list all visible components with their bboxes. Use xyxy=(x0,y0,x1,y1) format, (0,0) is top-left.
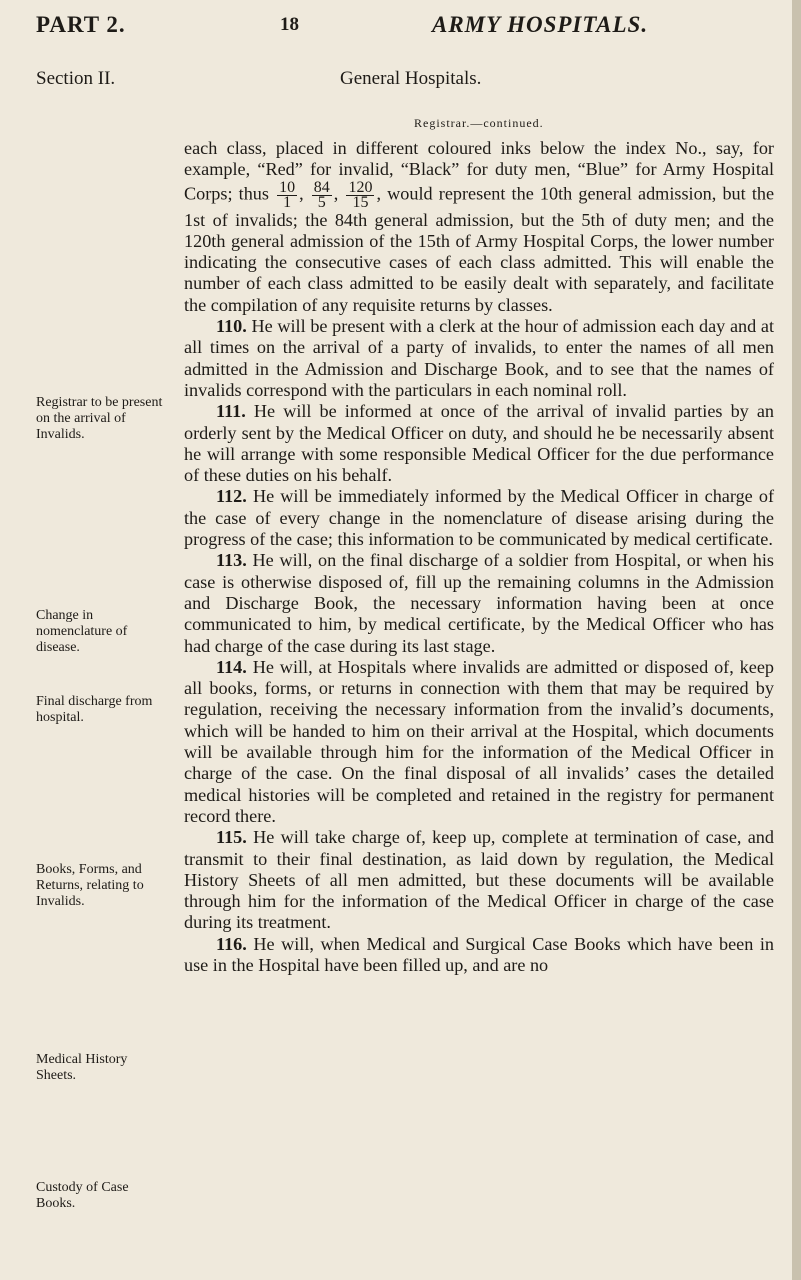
fraction-denominator: 1 xyxy=(283,193,292,211)
section-title: General Hospitals. xyxy=(340,68,482,89)
paragraph-116 xyxy=(184,934,774,977)
paragraph-number: 116. xyxy=(216,933,247,954)
fraction xyxy=(277,178,297,211)
paragraph-number: 115. xyxy=(216,827,247,848)
margin-note: Books, Forms, and Returns, relating to Invalids. xyxy=(36,862,144,909)
section-line xyxy=(0,68,801,98)
fraction-denominator: 5 xyxy=(317,193,326,211)
paragraph-number: 113. xyxy=(216,550,247,571)
paragraph-114 xyxy=(184,657,774,827)
running-header xyxy=(0,6,801,42)
paragraph-text: He will be immediately informed by the Medical Officer in charge of the case of every change in the nomenclature of disease arising during the progress of the case; this information to be communicated by medical certificate. xyxy=(184,486,775,550)
part-label: PART 2. xyxy=(36,12,126,37)
fraction-numerator: 120 xyxy=(348,178,373,196)
paragraph-number: 114. xyxy=(216,656,247,677)
paragraph-number: 110. xyxy=(216,316,247,337)
margin-note: Final discharge from hospital. xyxy=(36,694,153,725)
intro-paragraph: each class, placed in different coloured inks below the index No., say, for example, “Red” for invalid, “Black” for duty men, “Blue” for Army Hospital Corps; thus $\frac{10}{1}$ , $\frac{84}{5}$ , $\frac{120}{15}$ , would represent the 10th general admission, but the 1st of invalids; the 84th general admission, but the 5th of duty men; and the 120th general admission of the 15th of Army Hospital Corps, the lower number indicating the consecutive cases of each class admitted. This will enable the number of each class admitted to be easily dealt with separately, and facilitate the compilation of any requisite returns by classes. xyxy=(184,138,775,315)
paragraph-111 xyxy=(184,401,774,486)
paragraph-text: He will, on the final discharge of a soldier from Hospital, or when his case is otherwise disposed of, fill up the remaining columns in the Admission and Discharge Book, the necessary information having been at once communicated to him, by medical certificate, by the Medical Officer who has had charge of the case during its last stage. xyxy=(184,550,774,656)
paragraph-text: He will be informed at once of the arrival of invalid parties by an orderly sent by the Medical Officer on duty, and should he be necessarily absent he will arrange with some responsible Medical Officer for the due performance of these duties on his behalf. xyxy=(184,401,774,486)
fraction xyxy=(312,178,332,211)
fraction xyxy=(346,178,374,211)
paragraph-text: He will, when Medical and Surgical Case Books which have been in use in the Hospital have been filled up, and are no xyxy=(184,933,774,975)
margin-note: Custody of Case Books. xyxy=(36,1180,129,1211)
paragraph-115 xyxy=(184,827,774,933)
book-title: ARMY HOSPITALS. xyxy=(432,12,649,37)
page-edge-shadow xyxy=(792,0,801,1280)
paragraph-number: 112. xyxy=(216,486,247,507)
paragraph-113 xyxy=(184,550,774,656)
margin-note: Change in nomenclature of disease. xyxy=(36,608,128,655)
section-label: Section II. xyxy=(36,68,116,89)
fraction-numerator: 10 xyxy=(279,178,296,196)
fraction-denominator: 15 xyxy=(352,193,369,211)
body-text xyxy=(184,138,774,976)
subheading: Registrar.—continued. xyxy=(414,116,544,130)
paragraph-text: He will, at Hospitals where invalids are admitted or disposed of, keep all books, forms, or returns in connection with them that may be required by regulation, receiving the necessary information from the invalid’s documents, which will be handed to him on their arrival at the Hospital, which documents will be available through him for the information of the Medical Officer in charge of the case. On the final disposal of all invalids’ cases the detailed medical histories will be completed and retained in the registry for permanent record there. xyxy=(184,656,774,826)
paragraph-112 xyxy=(184,486,774,550)
fraction-numerator: 84 xyxy=(313,178,330,196)
page-number: 18 xyxy=(280,14,299,35)
intro-text-a: each class, placed in different coloured inks below the index No., say, for example, “Red” for invalid, “Black” for duty men, “Blue” for Army Hospital Corps; thus xyxy=(184,138,774,204)
paragraph-number: 111. xyxy=(216,401,246,422)
intro-text-b: would represent the 10th general admission, but the 1st of invalids; the 84th general admission, but the 5th of duty men; and the 120th general admission of the 15th of Army Hospital Corps, the lower number indicating the consecutive cases of each class admitted. This will enable the number of each class admitted to be easily dealt with separately, and facilitate the compilation of any requisite returns by classes. xyxy=(184,183,775,315)
paragraph-text: He will be present with a clerk at the hour of admission each day and at all times on the arrival of a party of invalids, to enter the names of all men admitted in the Admission and Discharge Book, and to see that the names of invalids correspond with the particulars in each nominal roll. xyxy=(184,316,774,400)
paragraph-110 xyxy=(184,316,774,401)
margin-note: Registrar to be present on the arrival of Invalids. xyxy=(36,395,163,442)
paragraph-text: He will take charge of, keep up, complete at termination of case, and transmit to their final destination, as laid down by regulation, the Medical History Sheets of all men admitted, but these documents will be available through him for the information of the Medical Officer in charge of the case during its treatment. xyxy=(184,827,774,933)
margin-note: Medical History Sheets. xyxy=(36,1052,128,1083)
